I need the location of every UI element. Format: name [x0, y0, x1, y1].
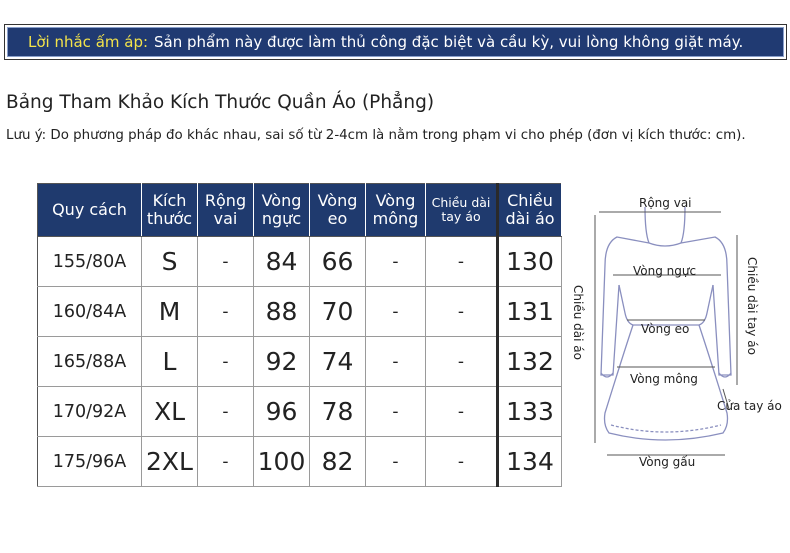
notice-text: Sản phẩm này được làm thủ công đặc biệt và cầu kỳ, vui lòng không giặt máy.	[154, 33, 744, 51]
cell-sleeve: -	[426, 387, 498, 437]
cell-length: 134	[498, 437, 562, 487]
cell-length: 133	[498, 387, 562, 437]
table-row	[38, 387, 562, 437]
cell-size: L	[142, 337, 198, 387]
cell-waist: 74	[310, 337, 366, 387]
cell-waist: 82	[310, 437, 366, 487]
cell-spec: 160/84A	[38, 287, 142, 337]
header-length-line2: dài áo	[505, 209, 555, 228]
cell-sleeve: -	[426, 287, 498, 337]
cell-sleeve: -	[426, 237, 498, 287]
cell-hip: -	[366, 287, 426, 337]
cell-length: 130	[498, 237, 562, 287]
cell-shoulder: -	[198, 437, 254, 487]
cell-spec: 170/92A	[38, 387, 142, 437]
label-hem: Vòng gấu	[639, 455, 696, 469]
cell-hip: -	[366, 387, 426, 437]
header-hip-line2: mông	[372, 209, 419, 228]
label-chest: Vòng ngực	[633, 264, 697, 278]
header-shoulder-line2: vai	[213, 209, 238, 228]
header-waist-line2: eo	[327, 209, 348, 228]
header-dress-length	[498, 184, 562, 237]
table-row	[38, 237, 562, 287]
cell-length: 132	[498, 337, 562, 387]
header-size-line1: Kích	[152, 191, 187, 211]
header-waist	[310, 184, 366, 237]
header-shoulder	[198, 184, 254, 237]
label-sleeve-length: Chiều dài tay áo	[745, 257, 759, 355]
cell-spec: 165/88A	[38, 337, 142, 387]
header-sleeve-line2: tay áo	[441, 209, 481, 224]
dress-diagram	[565, 185, 790, 475]
header-length-line1: Chiều	[507, 191, 553, 211]
notice-banner	[4, 24, 787, 60]
header-spec-line1: Quy cách	[52, 200, 127, 220]
cell-chest: 92	[254, 337, 310, 387]
label-cuff: Cửa tay áo	[717, 399, 782, 413]
label-waist: Vòng eo	[641, 322, 690, 336]
cell-hip: -	[366, 437, 426, 487]
cell-waist: 70	[310, 287, 366, 337]
table-header-row	[38, 184, 562, 237]
cell-sleeve: -	[426, 437, 498, 487]
cell-spec: 155/80A	[38, 237, 142, 287]
cell-hip: -	[366, 237, 426, 287]
header-sleeve-length	[426, 184, 498, 237]
header-chest-line1: Vòng	[261, 191, 302, 211]
cell-shoulder: -	[198, 287, 254, 337]
table-row	[38, 437, 562, 487]
cell-size: M	[142, 287, 198, 337]
cell-length: 131	[498, 287, 562, 337]
cell-shoulder: -	[198, 337, 254, 387]
header-spec	[38, 184, 142, 237]
cell-shoulder: -	[198, 387, 254, 437]
table-row	[38, 337, 562, 387]
header-hip-line1: Vòng	[375, 191, 416, 211]
header-hip	[366, 184, 426, 237]
cell-size: S	[142, 237, 198, 287]
measurement-note: Lưu ý: Do phương pháp đo khác nhau, sai số từ 2-4cm là nằm trong phạm vi cho phép (đơn vị kích thước: cm).	[6, 128, 746, 143]
header-shoulder-line1: Rộng	[204, 191, 247, 211]
label-hip: Vòng mông	[630, 372, 698, 386]
header-chest-line2: ngực	[261, 209, 302, 228]
header-waist-line1: Vòng	[317, 191, 358, 211]
cell-waist: 66	[310, 237, 366, 287]
size-table	[37, 183, 562, 487]
cell-shoulder: -	[198, 237, 254, 287]
page-title: Bảng Tham Khảo Kích Thước Quần Áo (Phẳng)	[6, 92, 435, 113]
cell-chest: 100	[254, 437, 310, 487]
cell-chest: 84	[254, 237, 310, 287]
notice-inner	[7, 27, 784, 57]
cell-size: XL	[142, 387, 198, 437]
cell-chest: 96	[254, 387, 310, 437]
label-dress-length: Chiều dài áo	[571, 285, 585, 360]
cell-hip: -	[366, 337, 426, 387]
cell-spec: 175/96A	[38, 437, 142, 487]
header-chest	[254, 184, 310, 237]
cell-waist: 78	[310, 387, 366, 437]
table-row	[38, 287, 562, 337]
notice-label: Lời nhắc ấm áp:	[28, 33, 149, 51]
header-sleeve-line1: Chiều dài	[431, 195, 491, 211]
header-size-line2: thước	[146, 209, 193, 228]
cell-sleeve: -	[426, 337, 498, 387]
cell-chest: 88	[254, 287, 310, 337]
cell-size: 2XL	[142, 437, 198, 487]
header-size	[142, 184, 198, 237]
label-shoulder: Rộng vai	[639, 196, 692, 210]
